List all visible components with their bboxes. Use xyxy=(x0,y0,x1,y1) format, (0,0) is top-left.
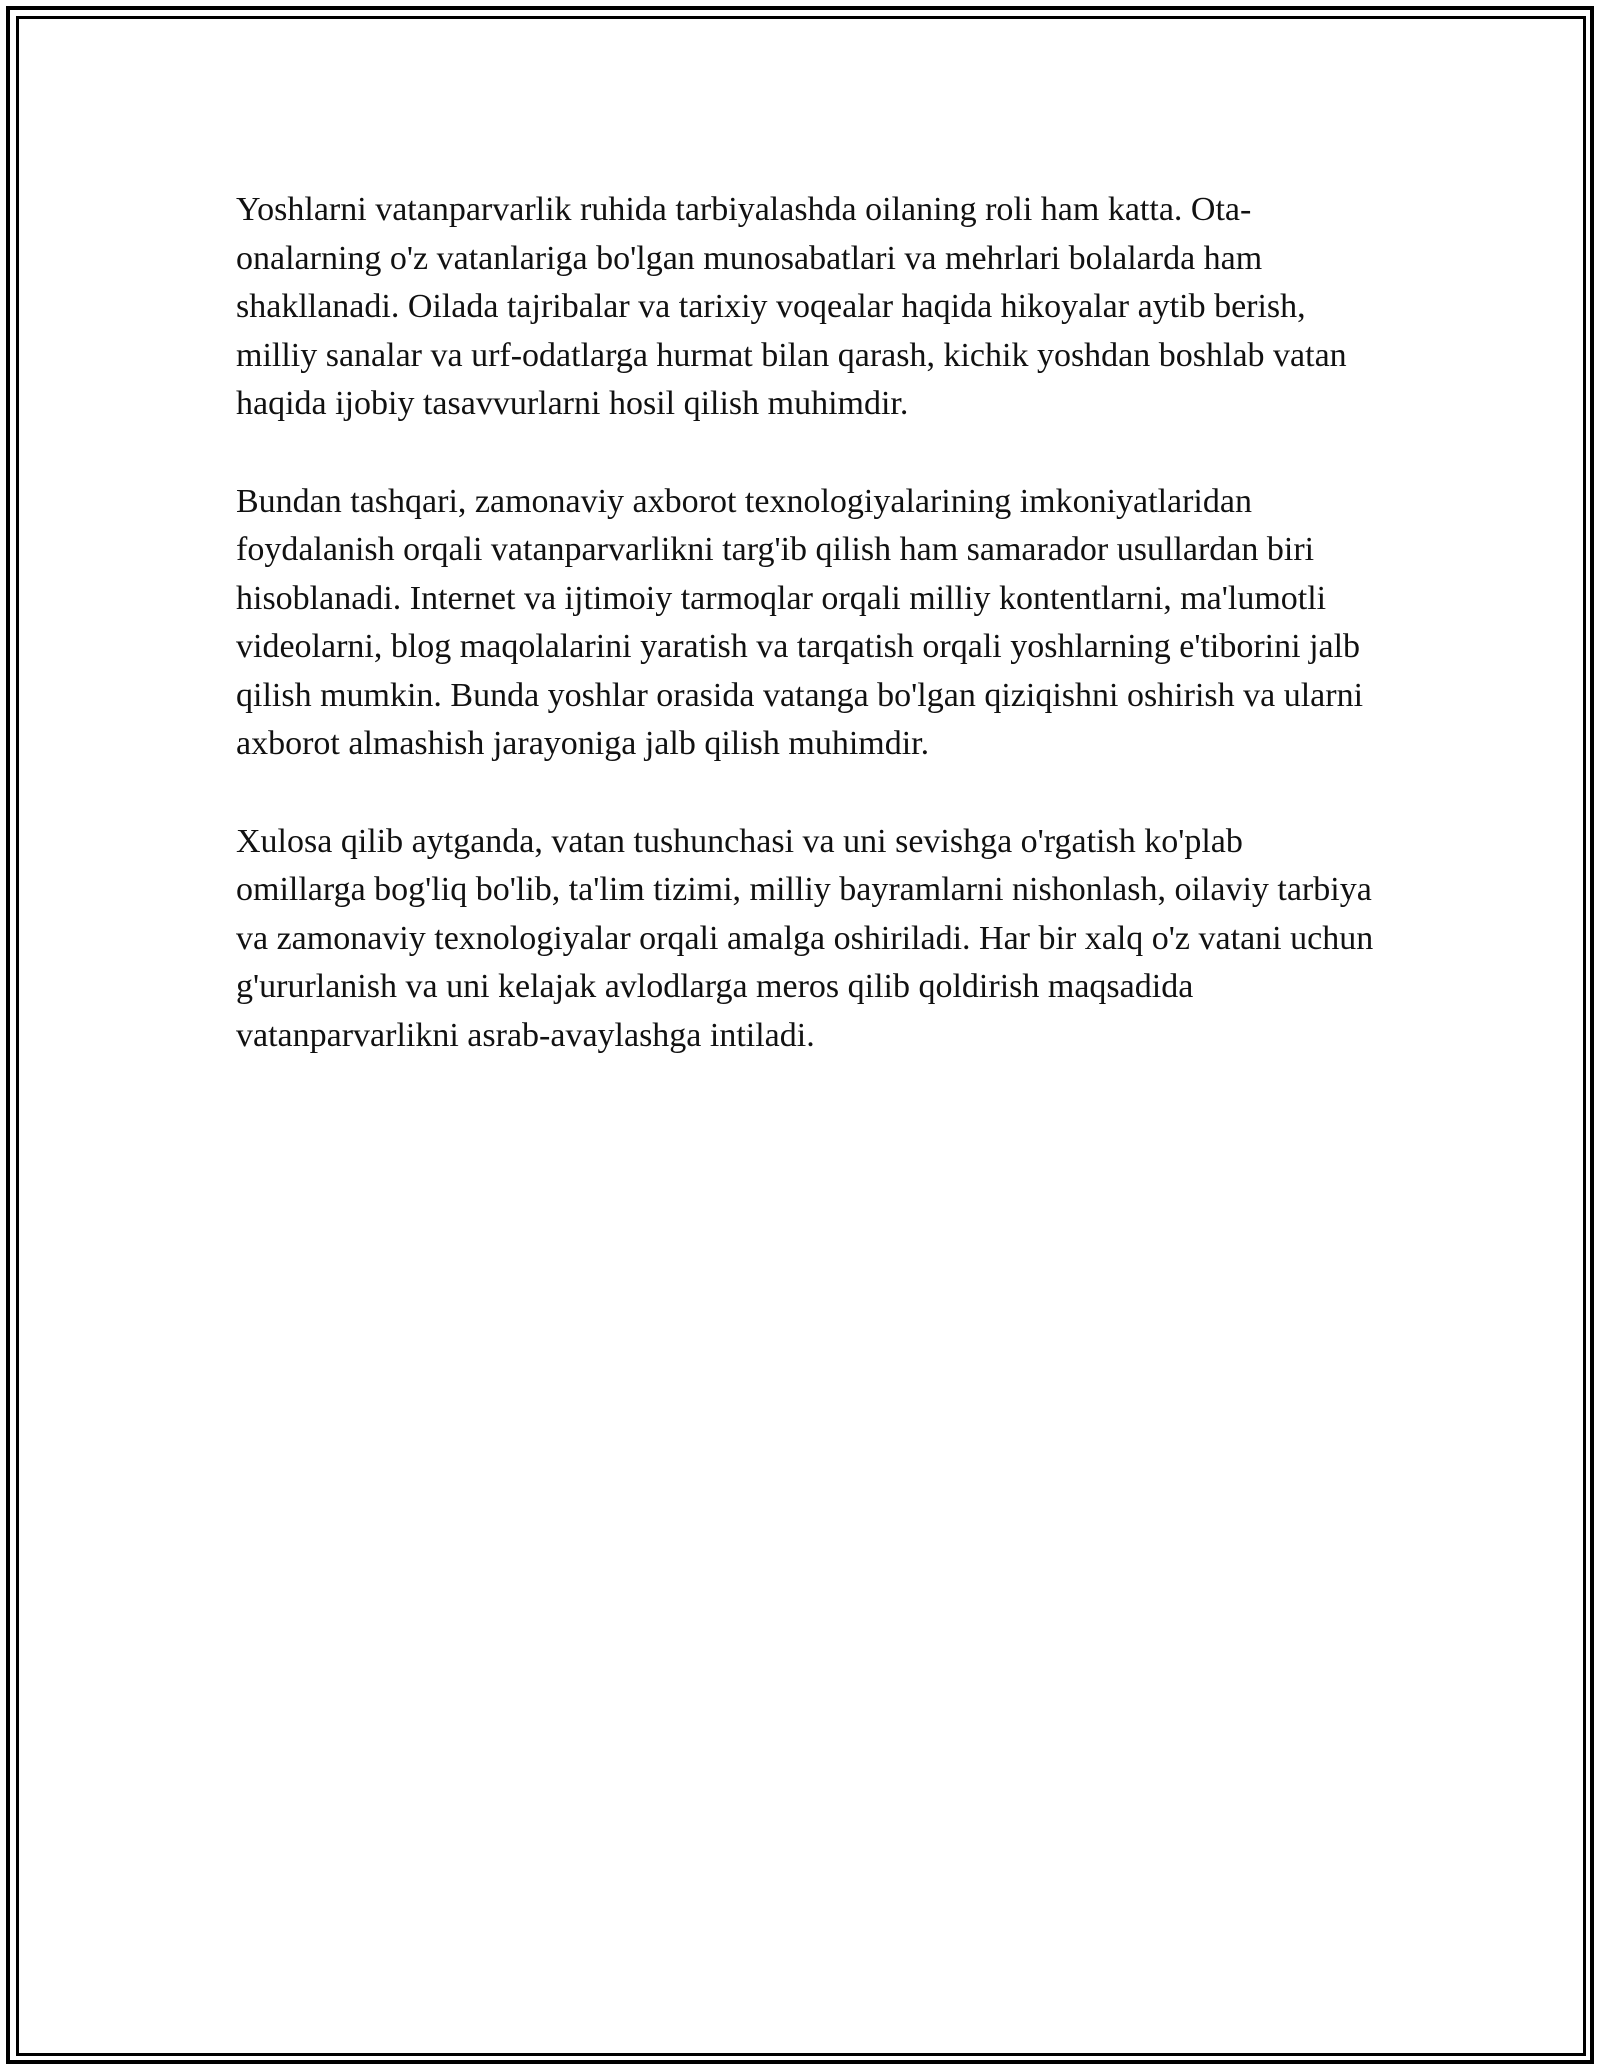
paragraph-family-role: Yoshlarni vatanparvarlik ruhida tarbiyalashda oilaning roli ham katta. Ota-onalarning o'z vatanlariga bo'lgan munosabatlari va mehrlari bolalarda ham shakllanadi. Oilada tajribalar va tarixiy voqealar haqida hikoyalar aytib berish, milliy sanalar va urf-odatlarga hurmat bilan qarash, kichik yoshdan boshlab vatan haqida ijobiy tasavvurlarni hosil qilish muhimdir. xyxy=(236,191,1347,422)
document-body xyxy=(236,186,1376,1109)
paragraph-conclusion: Xulosa qilib aytganda, vatan tushunchasi va uni sevishga o'rgatish ko'plab omillarga bog'liq bo'lib, ta'lim tizimi, milliy bayramlarni nishonlash, oilaviy tarbiya va zamonaviy texnologiyalar orqali amalga oshiriladi. Har bir xalq o'z vatani uchun g'ururlanish va uni kelajak avlodlarga meros qilib qoldirish maqsadida vatanparvarlikni asrab-avaylashga intiladi. xyxy=(236,822,1374,1054)
paragraph-information-technology: Bundan tashqari, zamonaviy axborot texnologiyalarining imkoniyatlaridan foydalanish orqali vatanparvarlikni targ'ib qilish ham samarador usullardan biri hisoblanadi. Internet va ijtimoiy tarmoqlar orqali milliy kontentlarni, ma'lumotli videolarni, blog maqolalarini yaratish va tarqatish orqali yoshlarning e'tiborini jalb qilish mumkin. Bunda yoshlar orasida vatanga bo'lgan qiziqishni oshirish va ularni axborot almashish jarayoniga jalb qilish muhimdir. xyxy=(236,482,1364,762)
